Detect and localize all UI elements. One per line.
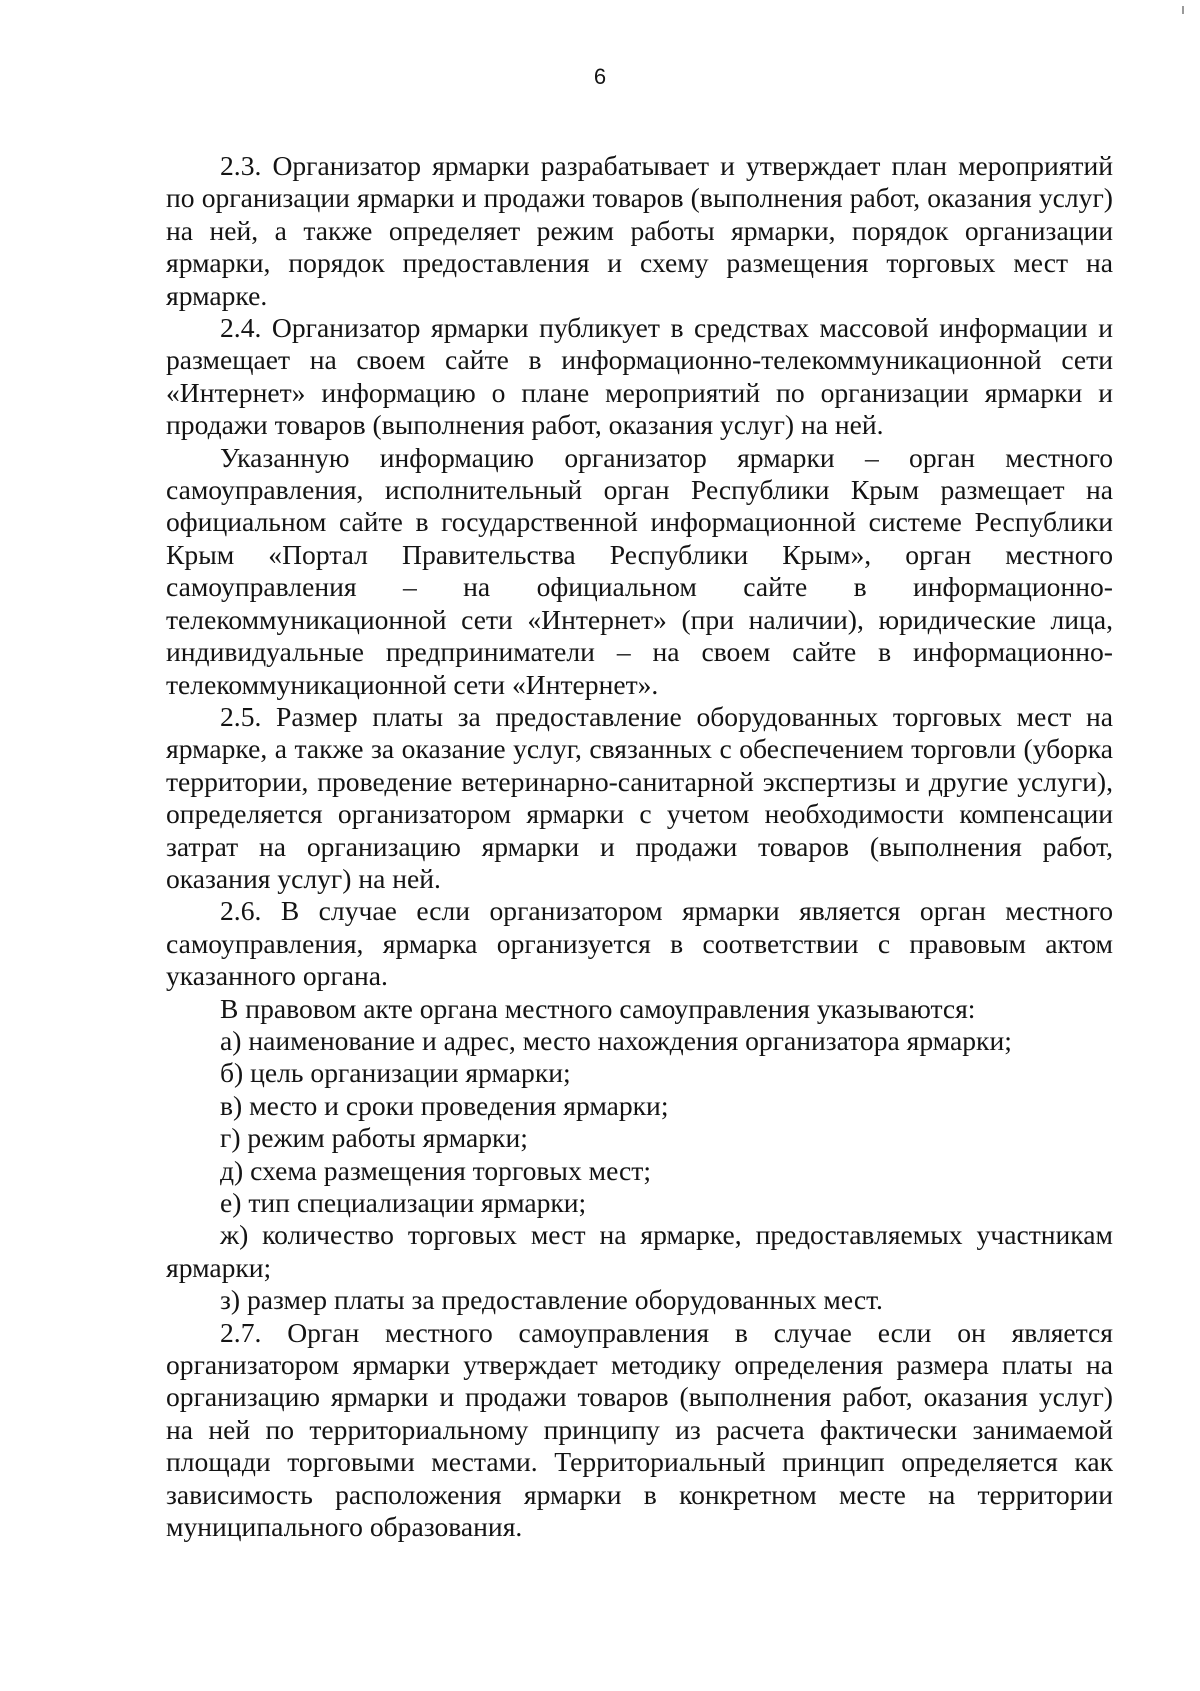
paragraph-2-4: 2.4. Организатор ярмарки публикует в средствах массовой информации и размещает на своем сайте в информационно-телекоммуникационной сети «Интернет» информацию о плане мероприятий по организации ярмарки и продажи товаров (выполнения работ, оказания услуг) на ней. xyxy=(166,312,1113,441)
list-item-zh: ж) количество торговых мест на ярмарке, предоставляемых участникам ярмарки; xyxy=(166,1219,1113,1283)
paragraph-2-7: 2.7. Орган местного самоуправления в случае если он является организатором ярмарки утверждает методику определения размера платы на организацию ярмарки и продажи товаров (выполнения работ, оказания услуг) на ней по территориальному принципу из расчета фактически занимаемой площади торговыми местами. Территориальный принцип определяется как зависимость расположения ярмарки в конкретном месте на территории муниципального образования. xyxy=(166,1316,1113,1543)
list-item-b: б) цель организации ярмарки; xyxy=(220,1057,571,1089)
list-item-e: е) тип специализации ярмарки; xyxy=(220,1187,587,1218)
page-number: 6 xyxy=(593,64,607,89)
scan-artifact xyxy=(1182,6,1184,14)
list-item-g: г) режим работы ярмарки; xyxy=(220,1122,528,1154)
paragraph-2-5: 2.5. Размер платы за предоставление оборудованных торговых мест на ярмарке, а также за оказание услуг, связанных с обеспечением торговли (уборка территории, проведение ветеринарно-санитарной экспертизы и другие услуги), определяется организатором ярмарки с учетом необходимости компенсации затрат на организацию ярмарки и продажи товаров (выполнения работ, оказания услуг) на ней. xyxy=(166,700,1113,894)
paragraph-2-3: 2.3. Организатор ярмарки разрабатывает и утверждает план мероприятий по организации ярмарки и продажи товаров (выполнения работ, оказания услуг) на ней, а также определяет режим работы ярмарки, порядок организации ярмарки, порядок предоставления и схему размещения торговых мест на ярмарке. xyxy=(166,150,1113,311)
list-item-v: в) место и сроки проведения ярмарки; xyxy=(220,1089,669,1121)
paragraph-2-6: 2.6. В случае если организатором ярмарки является орган местного самоуправления, ярмарка организуется в соответствии с правовым актом указанного органа. xyxy=(166,895,1113,992)
paragraph-2-6-intro: В правовом акте органа местного самоуправления указываются: xyxy=(220,992,976,1024)
list-item-a: а) наименование и адрес, место нахождения организатора ярмарки; xyxy=(220,1024,1012,1056)
list-item-z: з) размер платы за предоставление оборудованных мест. xyxy=(220,1284,883,1316)
list-item-d: д) схема размещения торговых мест; xyxy=(220,1154,652,1186)
document-body xyxy=(166,150,1113,1543)
paragraph-2-4-info: Указанную информацию организатор ярмарки – орган местного самоуправления, исполнительный орган Республики Крым размещает на официальном сайте в государственной информационной системе Республики Крым «Портал Правительства Республики Крым», орган местного самоуправления – на официальном сайте в информационно-телекоммуникационной сети «Интернет» (при наличии), юридические лица, индивидуальные предприниматели – на своем сайте в информационно-телекоммуникационной сети «Интернет». xyxy=(166,441,1113,700)
